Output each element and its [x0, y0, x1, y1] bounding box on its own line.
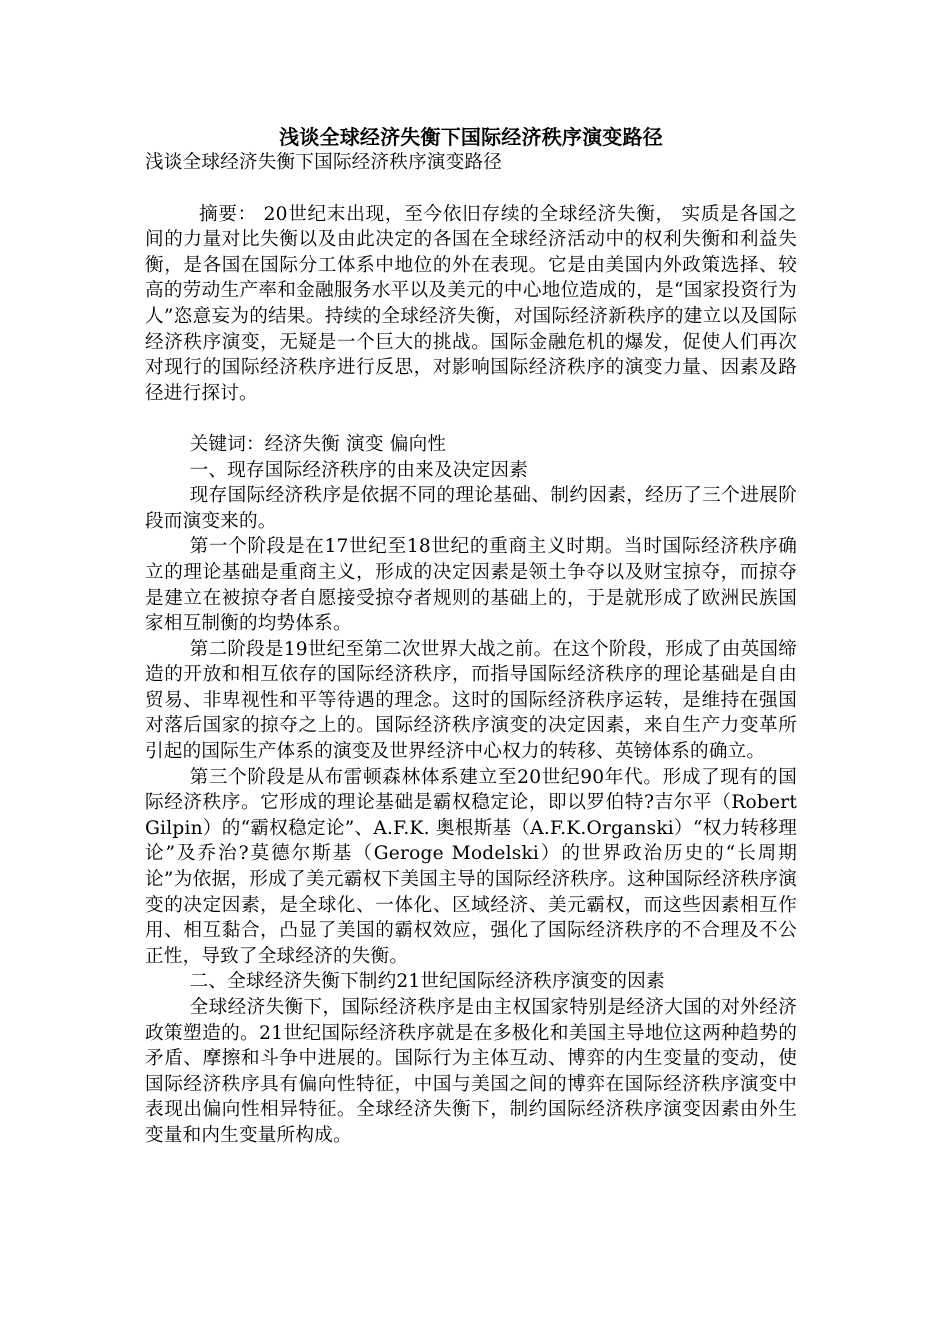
body-paragraph: 第三个阶段是从布雷顿森林体系建立至20世纪90年代。形成了现有的国际经济秩序。它形成的理论基础是霸权稳定论，即以罗伯特?吉尔平（Robert Gilpin）的“霸权稳定论”、A.F.K. 奥根斯基（A.F.K.Organski）“权力转移理论”及乔治?莫德尔斯基（Geroge Modelski）的世界政治历史的“长周期论”为依据，形成了美元霸权下美国主导的国际经济秩序。这种国际经济秩序演变的决定因素，是全球化、一体化、区域经济、美元霸权，而这些因素相互作用、相互黏合，凸显了美国的霸权效应，强化了国际经济秩序的不合理及不公正性，导致了全球经济的失衡。: [145, 766, 797, 967]
keywords-line: 关键词：经济失衡 演变 偏向性: [189, 433, 447, 455]
blank-line: [145, 176, 797, 202]
body-paragraph: 第二阶段是19世纪至第二次世界大战之前。在这个阶段，形成了由英国缔造的开放和相互依存的国际经济秩序，而指导国际经济秩序的理论基础是自由贸易、非卑视性和平等待遇的理念。这时的国际经济秩序运转，是维持在强国对落后国家的掠夺之上的。国际经济秩序演变的决定因素，来自生产力变革所引起的国际生产体系的演变及世界经济中心权力的转移、英镑体系的确立。: [145, 638, 797, 763]
body-paragraph: 第一个阶段是在17世纪至18世纪的重商主义时期。当时国际经济秩序确立的理论基础是重商主义，形成的决定因素是领土争夺以及财宝掠夺，而掠夺是建立在被掠夺者自愿接受掠夺者规则的基础上的，于是就形成了欧洲民族国家相互制衡的均势体系。: [145, 536, 797, 635]
body-paragraph: 现存国际经济秩序是依据不同的理论基础、制约因素，经历了三个进展阶段而演变来的。: [145, 485, 797, 532]
document-page: [145, 118, 797, 1149]
blank-line: [145, 406, 797, 432]
section-heading-2: 二、全球经济失衡下制约21世纪国际经济秩序演变的因素: [189, 971, 665, 993]
body-paragraph: 全球经济失衡下，国际经济秩序是由主权国家特别是经济大国的对外经济政策塑造的。21世纪国际经济秩序就是在多极化和美国主导地位这两种趋势的矛盾、摩擦和斗争中进展的。国际行为主体互动、博弈的内生变量的变动，使国际经济秩序具有偏向性特征，中国与美国之间的博弈在国际经济秩序演变中表现出偏向性相异特征。全球经济失衡下，制约国际经济秩序演变因素由外生变量和内生变量所构成。: [145, 997, 797, 1146]
section-heading-1: 一、现存国际经济秩序的由来及决定因素: [189, 459, 528, 481]
document-title: 浅谈全球经济失衡下国际经济秩序演变路径: [279, 125, 663, 149]
document-subtitle: 浅谈全球经济失衡下国际经济秩序演变路径: [145, 152, 503, 173]
abstract-paragraph: 摘要： 20世纪末出现，至今依旧存续的全球经济失衡， 实质是各国之间的力量对比失衡以及由此决定的各国在全球经济活动中的权利失衡和利益失衡，是各国在国际分工体系中地位的外在表现。它是由美国内外政策选择、较高的劳动生产率和金融服务水平以及美元的中心地位造成的，是“国家投资行为人”恣意妄为的结果。持续的全球经济失衡，对国际经济新秩序的建立以及国际经济秩序演变，无疑是一个巨大的挑战。国际金融危机的爆发，促使人们再次对现行的国际经济秩序进行反思，对影响国际经济秩序的演变力量、因素及路径进行探讨。: [145, 203, 797, 404]
